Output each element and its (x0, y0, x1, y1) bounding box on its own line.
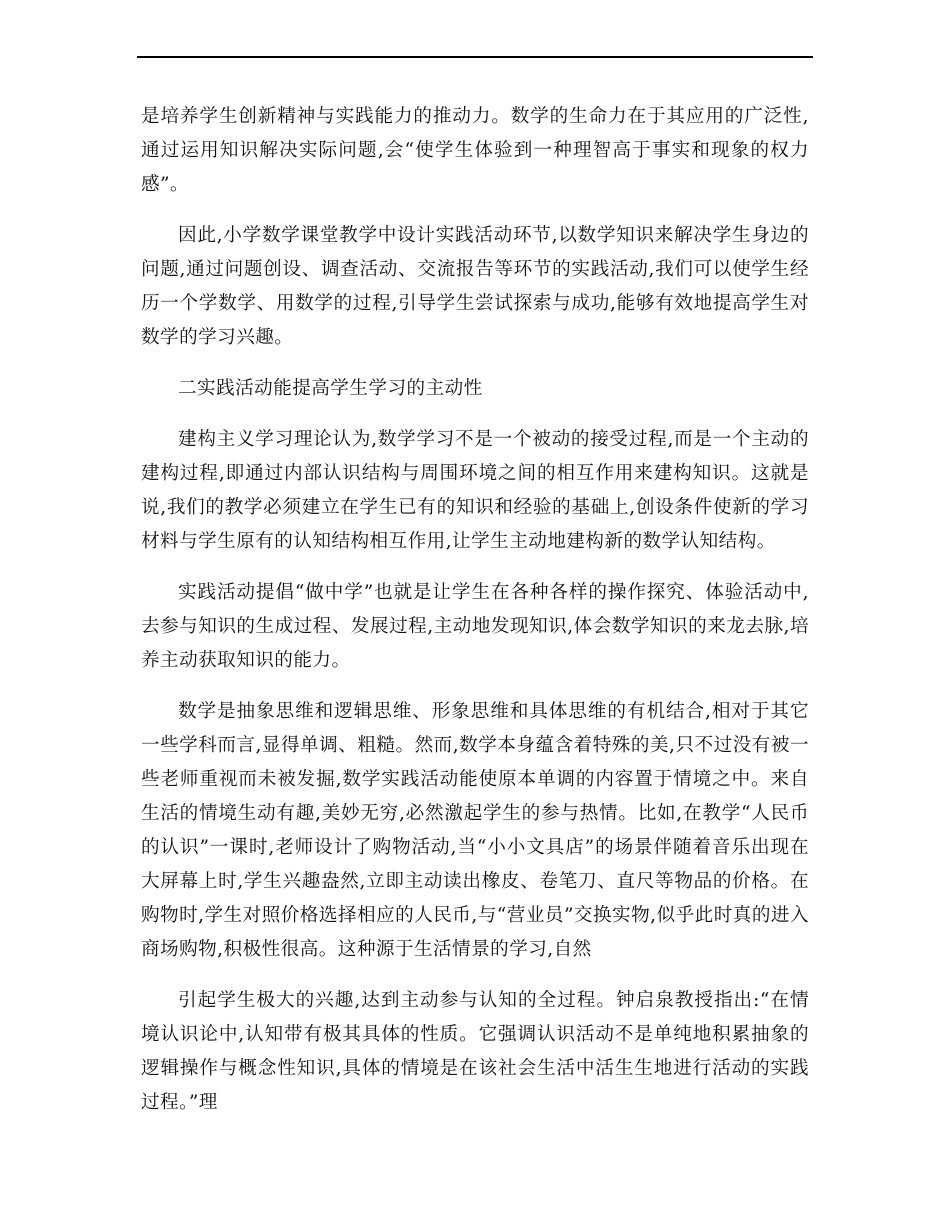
header-rule (137, 56, 813, 58)
document-body (141, 100, 809, 1137)
paragraph: 因此,小学数学课堂教学中设计实践活动环节,以数学知识来解决学生身边的问题,通过问题创设、调查活动、交流报告等环节的实践活动,我们可以使学生经历一个学数学、用数学的过程,引导学生尝试探索与成功,能够有效地提高学生对数学的学习兴趣。 (141, 225, 809, 348)
paragraph: 实践活动提倡“做中学”也就是让学生在各种各样的操作探究、体验活动中,去参与知识的生成过程、发展过程,主动地发现知识,体会数学知识的来龙去脉,培养主动获取知识的能力。 (141, 582, 809, 671)
paragraph-continuation: 是培养学生创新精神与实践能力的推动力。数学的生命力在于其应用的广泛性,通过运用知识解决实际问题,会“使学生体验到一种理智高于事实和现象的权力感”。 (141, 106, 809, 195)
section-heading: 二实践活动能提高学生学习的主动性 (178, 378, 483, 399)
paragraph: 引起学生极大的兴趣,达到主动参与认知的全过程。钟启泉教授指出:“在情境认识论中,认知带有极其具体的性质。它强调认识活动不是单纯地积累抽象的逻辑操作与概念性知识,具体的情境是在该社会生活中活生生地进行活动的实践过程。”理 (141, 990, 809, 1113)
paragraph: 建构主义学习理论认为,数学学习不是一个被动的接受过程,而是一个主动的建构过程,即通过内部认识结构与周围环境之间的相互作用来建构知识。这就是说,我们的教学必须建立在学生已有的知识和经验的基础上,创设条件使新的学习材料与学生原有的认知结构相互作用,让学生主动地建构新的数学认知结构。 (141, 429, 809, 552)
paragraph: 数学是抽象思维和逻辑思维、形象思维和具体思维的有机结合,相对于其它一些学科而言,显得单调、粗糙。然而,数学本身蕴含着特殊的美,只不过没有被一些老师重视而未被发掘,数学实践活动能使原本单调的内容置于情境之中。来自生活的情境生动有趣,美妙无穷,必然激起学生的参与热情。比如,在教学“人民币的认识”一课时,老师设计了购物活动,当“小小文具店”的场景伴随着音乐出现在大屏幕上时,学生兴趣盎然,立即主动读出橡皮、卷笔刀、直尺等物品的价格。在购物时,学生对照价格选择相应的人民币,与“营业员”交换实物,似乎此时真的进入商场购物,积极性很高。这种源于生活情景的学习,自然 (141, 701, 809, 960)
